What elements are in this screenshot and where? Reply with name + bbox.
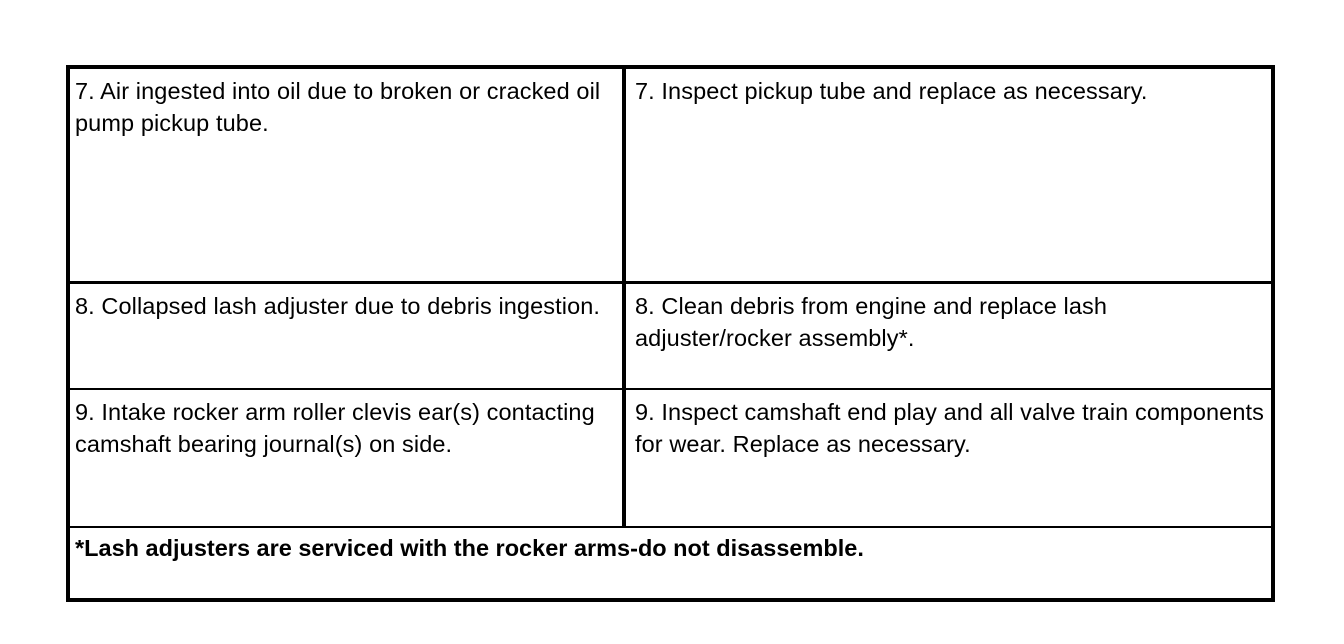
cause-cell-7: 7. Air ingested into oil due to broken or cracked oil pump pickup tube. (70, 69, 626, 284)
remedy-cell-7: 7. Inspect pickup tube and replace as necessary. (626, 69, 1271, 284)
table-footnote: *Lash adjusters are serviced with the rocker arms-do not disassemble. (75, 535, 864, 561)
cause-cell-8: 8. Collapsed lash adjuster due to debris ingestion. (70, 284, 626, 390)
cause-cell-9: 9. Intake rocker arm roller clevis ear(s) contacting camshaft bearing journal(s) on side. (70, 390, 626, 528)
remedy-cell-8: 8. Clean debris from engine and replace lash adjuster/rocker assembly*. (626, 284, 1271, 390)
diagnosis-table (66, 65, 1275, 602)
remedy-cell-9: 9. Inspect camshaft end play and all valve train components for wear. Replace as necessary. (626, 390, 1271, 528)
